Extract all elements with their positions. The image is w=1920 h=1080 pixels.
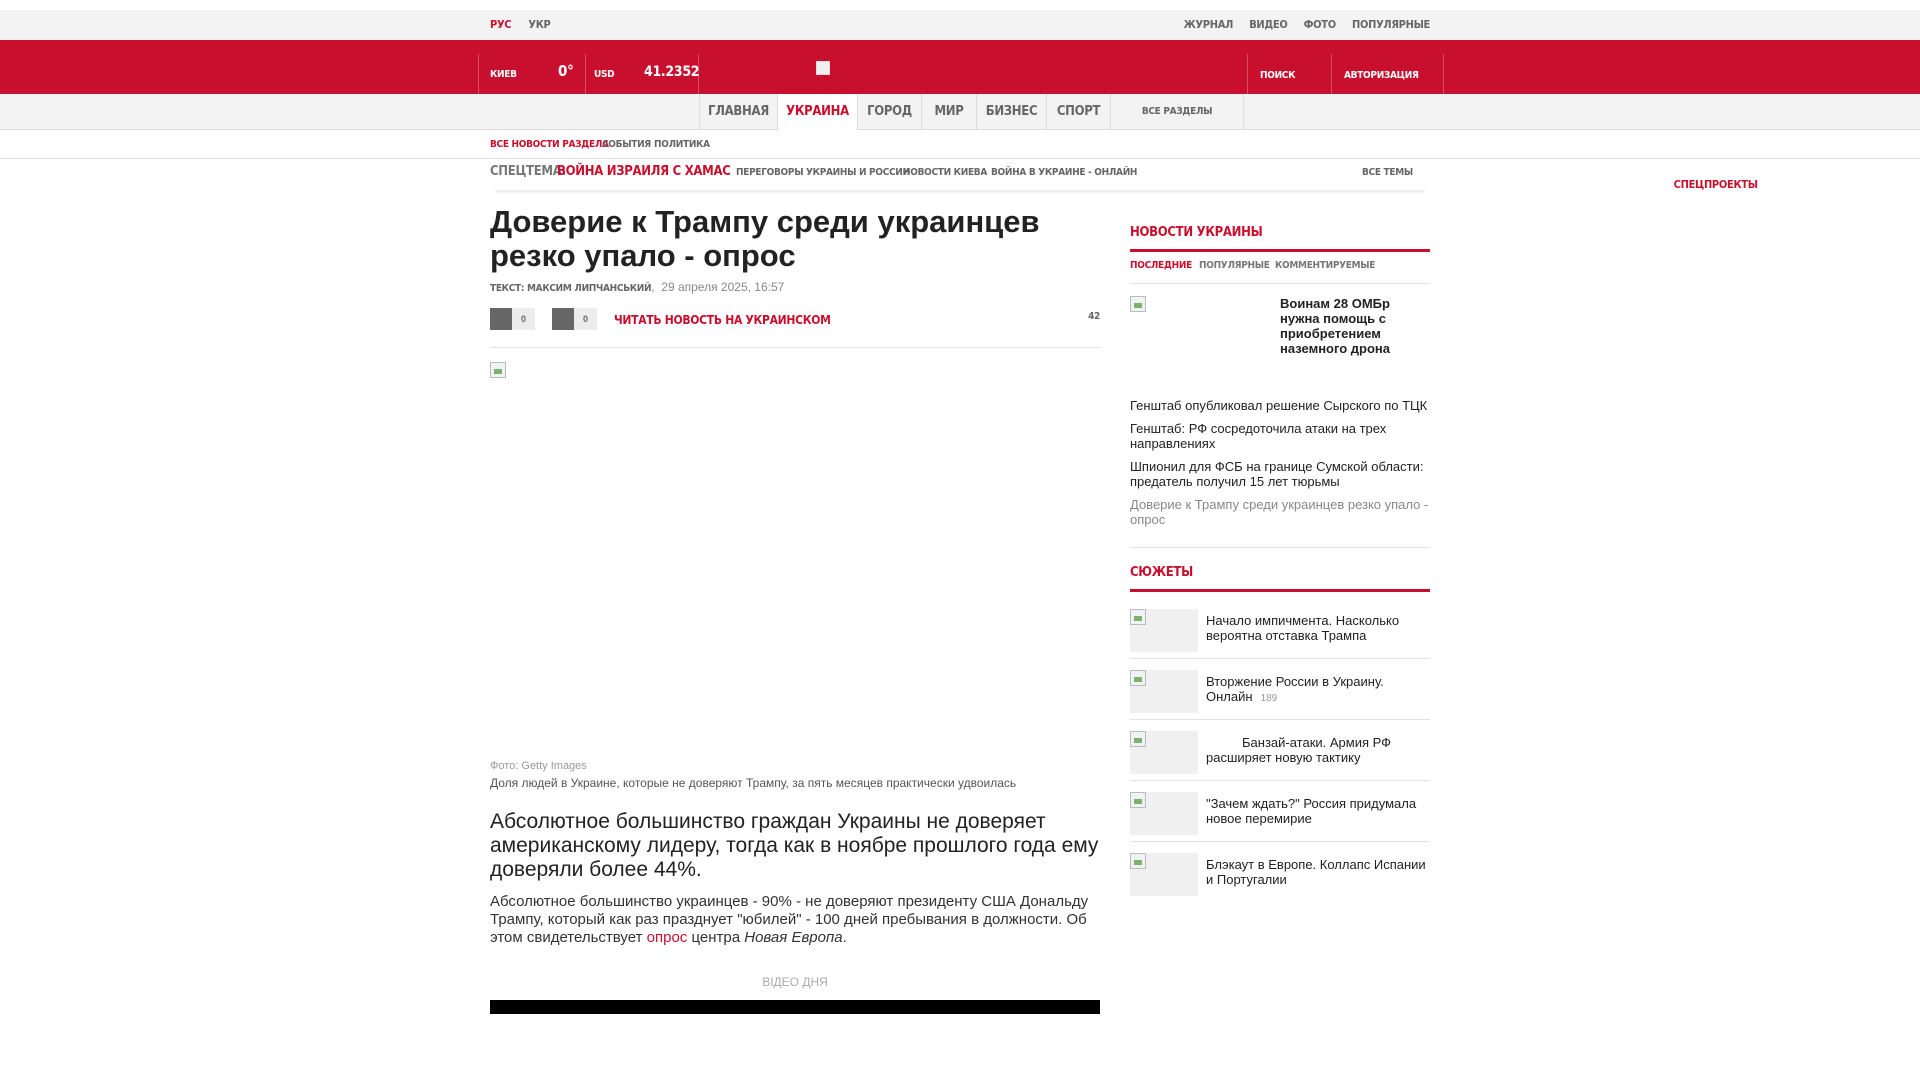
nav-business[interactable]: БИЗНЕС	[976, 94, 1046, 130]
story-title	[1206, 857, 1430, 887]
broken-image-icon	[1130, 296, 1146, 312]
broken-image-icon	[1130, 609, 1146, 625]
header-divider	[1247, 54, 1248, 94]
share-bar	[490, 308, 1100, 348]
news-tabs	[1130, 260, 1430, 284]
story-title-text[interactable]: "Зачем ждать?" Россия придумала новое перемирие	[1206, 796, 1417, 826]
video-link[interactable]: ВИДЕО	[1249, 18, 1288, 31]
story-item[interactable]	[1130, 659, 1430, 720]
nav-city[interactable]: ГОРОД	[857, 94, 921, 130]
tab-popular[interactable]: ПОПУЛЯРНЫЕ	[1199, 260, 1270, 271]
broken-image-icon	[490, 362, 506, 378]
body-text: центра	[687, 929, 745, 946]
header-divider	[478, 54, 479, 94]
theme-link[interactable]: ВОЙНА В УКРАИНЕ - ОНЛАЙН	[991, 167, 1138, 178]
video-player[interactable]	[490, 1000, 1100, 1014]
share-icon	[490, 308, 512, 330]
search-button[interactable]: ПОИСК	[1260, 70, 1296, 81]
weather-temp: 0°	[558, 62, 574, 80]
story-title-text[interactable]: Вторжение России в Украину. Онлайн	[1206, 674, 1384, 704]
article	[490, 205, 1100, 1014]
subnav-all-news[interactable]: ВСЕ НОВОСТИ РАЗДЕЛА	[490, 139, 609, 150]
theme-link[interactable]: ПЕРЕГОВОРЫ УКРАИНЫ И РОССИИ	[736, 167, 910, 178]
special-theme-link[interactable]: ВОЙНА ИЗРАИЛЯ С ХАМАС	[557, 164, 731, 179]
featured-news-title[interactable]: Воинам 28 ОМБр нужна помощь с приобретением наземного дрона	[1280, 296, 1391, 356]
main-nav	[0, 94, 1920, 130]
header-divider	[1443, 54, 1444, 94]
theme-link[interactable]: НОВОСТИ КИЕВА	[903, 167, 988, 178]
nav-all-sections[interactable]: ВСЕ РАЗДЕЛЫ	[1110, 94, 1244, 130]
nav-home[interactable]: ГЛАВНАЯ	[699, 94, 777, 130]
share-button-2[interactable]	[552, 308, 597, 330]
popular-link[interactable]: ПОПУЛЯРНЫЕ	[1352, 18, 1430, 31]
special-projects-link[interactable]: СПЕЦПРОЕКТЫ	[1673, 178, 1758, 191]
header-divider	[698, 54, 699, 94]
login-button[interactable]: АВТОРИЗАЦИЯ	[1344, 70, 1419, 81]
photo-credit: Фото: Getty Images	[490, 760, 587, 772]
story-thumbnail	[1130, 731, 1198, 774]
site-logo[interactable]	[816, 61, 830, 75]
header-divider	[585, 54, 586, 94]
share-button-1[interactable]	[490, 308, 535, 330]
article-lead: Абсолютное большинство граждан Украины не доверяет американскому лидеру, тогда как в ноябре прошлого года ему доверяли более 44%.	[490, 810, 1099, 881]
broken-image-icon	[1130, 670, 1146, 686]
share-count: 0	[512, 308, 535, 330]
all-themes-link[interactable]: ВСЕ ТЕМЫ	[1362, 167, 1413, 178]
story-item[interactable]	[1130, 781, 1430, 842]
article-meta: ТЕКСТ: МАКСИМ ЛИПЧАНСЬКИЙ, 29 апреля 2025, 16:57	[490, 280, 785, 294]
news-item[interactable]: Доверие к Трампу среди украинцев резко упало - опрос	[1130, 497, 1429, 527]
tab-commented[interactable]: КОММЕНТИРУЕМЫЕ	[1275, 260, 1376, 271]
body-text: Абсолютное большинство украинцев - 90% - не доверяют президенту США Дональду Трампу, который как раз празднует "юбилей" - 100 дней пребывания в должности. Об этом свидетельствует	[490, 893, 1089, 946]
article-date: 29 апреля 2025, 16:57	[661, 280, 785, 294]
news-section-title[interactable]: НОВОСТИ УКРАИНЫ	[1130, 222, 1430, 252]
news-item[interactable]: Генштаб: РФ сосредоточила атаки на трех направлениях	[1130, 421, 1387, 451]
theme-bar-shadow	[495, 190, 1425, 194]
article-image	[490, 362, 1100, 760]
news-list	[1130, 398, 1430, 527]
photo-caption: Доля людей в Украине, которые не доверяют Трампу, за пять месяцев практически удвоилась	[490, 776, 1017, 790]
story-item[interactable]	[1130, 598, 1430, 659]
special-theme-label: СПЕЦТЕМА:	[490, 164, 566, 179]
body-text: .	[842, 929, 847, 946]
nav-sport[interactable]: СПОРТ	[1046, 94, 1110, 130]
special-theme-bar	[490, 160, 1430, 194]
stories-section-title[interactable]: СЮЖЕТЫ	[1130, 562, 1430, 592]
subnav-events[interactable]: СОБЫТИЯ	[602, 139, 651, 150]
story-title	[1206, 735, 1430, 765]
nav-ukraine[interactable]: УКРАИНА	[777, 94, 857, 131]
story-title-text[interactable]: Банзай-атаки. Армия РФ расширяет новую тактику	[1206, 735, 1392, 765]
photo-link[interactable]: ФОТО	[1303, 18, 1336, 31]
currency-label: USD	[594, 69, 615, 80]
poll-link[interactable]: опрос	[646, 929, 688, 946]
nav-world[interactable]: МИР	[921, 94, 976, 130]
language-switcher	[490, 18, 564, 31]
currency-rate: 41.2352	[644, 64, 700, 80]
stories-list	[1130, 598, 1430, 903]
broken-image-icon	[1130, 731, 1146, 747]
story-thumbnail	[1130, 609, 1198, 652]
article-body	[490, 893, 1100, 947]
weather-city: КИЕВ	[490, 69, 517, 80]
article-author[interactable]: ТЕКСТ: МАКСИМ ЛИПЧАНСЬКИЙ	[490, 283, 652, 294]
story-thumbnail	[1130, 670, 1198, 713]
story-title-text[interactable]: Блэкаут в Европе. Коллапс Испании и Португалии	[1206, 857, 1426, 887]
lang-ru-link[interactable]: РУС	[490, 18, 512, 31]
sidebar	[1130, 222, 1430, 903]
section-subnav	[0, 131, 1920, 159]
featured-news[interactable]	[1130, 296, 1430, 396]
broken-image-icon	[1130, 792, 1146, 808]
body-italic: Новая Европа	[744, 929, 843, 946]
views-count: 42	[1088, 311, 1100, 322]
share-icon	[552, 308, 574, 330]
tab-latest[interactable]: ПОСЛЕДНИЕ	[1130, 260, 1192, 271]
story-item[interactable]	[1130, 720, 1430, 781]
story-title	[1206, 674, 1430, 706]
read-in-ukrainian-link[interactable]: ЧИТАТЬ НОВОСТЬ НА УКРАИНСКОМ	[614, 313, 831, 327]
journal-link[interactable]: ЖУРНАЛ	[1183, 18, 1234, 31]
broken-image-icon	[1130, 853, 1146, 869]
story-item[interactable]	[1130, 842, 1430, 903]
site-header	[0, 40, 1920, 94]
share-count: 0	[574, 308, 597, 330]
video-of-day-label: ВІДЕО ДНЯ	[762, 975, 828, 989]
lang-ua-link[interactable]: УКР	[528, 18, 551, 31]
header-divider	[1331, 54, 1332, 94]
story-title	[1206, 613, 1430, 643]
divider	[1130, 547, 1430, 548]
story-thumbnail	[1130, 792, 1198, 835]
story-title	[1206, 796, 1430, 826]
article-title: Доверие к Трампу среди украинцев резко упало - опрос	[490, 204, 1040, 273]
story-thumbnail	[1130, 853, 1198, 896]
story-comment-count: 189	[1260, 693, 1278, 704]
subnav-politics[interactable]: ПОЛИТИКА	[654, 139, 710, 150]
news-item[interactable]: Генштаб опубликовал решение Сырского по ТЦК	[1130, 398, 1428, 413]
news-item[interactable]: Шпионил для ФСБ на границе Сумской области: предатель получил 15 лет тюрьмы	[1130, 459, 1424, 489]
story-title-text[interactable]: Начало импичмента. Насколько вероятна отставка Трампа	[1206, 613, 1400, 643]
